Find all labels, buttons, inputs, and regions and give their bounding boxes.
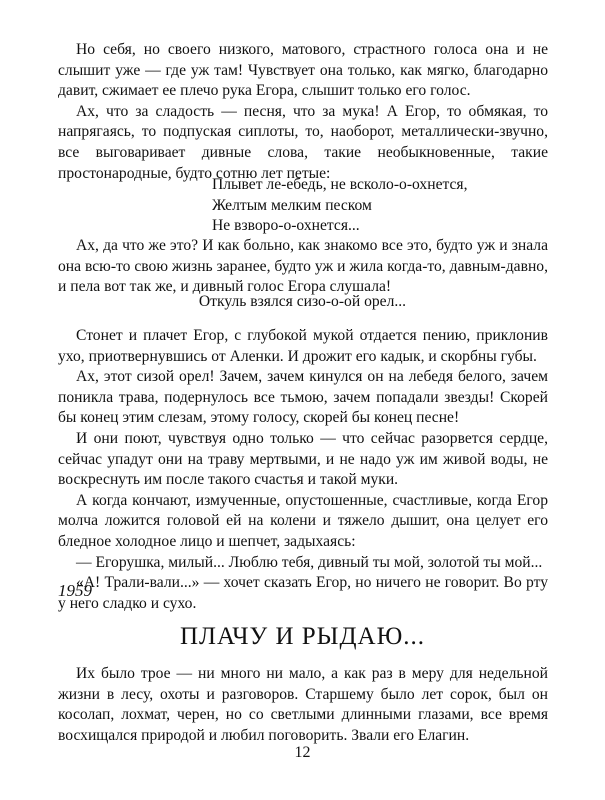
paragraph: Ах, этот сизой орел! Зачем, зачем кинулся он на лебедя белого, зачем поникла трава, подернулось все тьмою, зачем попадали звезды! Скорей бы конец этим слезам, этому голосу, скорей бы конец песне! — [58, 368, 548, 427]
text-block-main — [58, 326, 548, 614]
paragraph: «А! Трали-вали...» — хочет сказать Егор, но ничего не говорит. Во рту у него сладко и сухо. — [58, 574, 548, 612]
poem-line: Плывет ле-ебедь, не всколо-о-охнется, — [212, 176, 468, 193]
paragraph: Их было трое — ни много ни мало, а как раз в меру для недельной жизни в лесу, охоты и разговоров. Старшему было лет сорок, был он косолап, лохмат, черен, но со светлыми длинными глазами, все время восхищался природой и любил поговорить. Звали его Елагин. — [58, 665, 548, 744]
paragraph: И они поют, чувствуя одно только — что сейчас разорвется сердце, сейчас упадут они на траву мертвыми, и не надо уж им живой воды, не воскреснуть им после такого счастья и такой муки. — [58, 429, 548, 489]
paragraph: Но себя, но своего низкого, матового, страстного голоса она и не слышит уже — где уж там! Чувствует она только, как мягко, благодарно давит, сжимает ее плечо рука Егора, слышит только его голос. — [58, 41, 548, 100]
text-block-middle — [58, 236, 548, 298]
paragraph: — Егорушка, милый... Люблю тебя, дивный ты мой, золотой ты мой... — [76, 553, 543, 571]
paragraph: А когда кончают, измученные, опустошенные, счастливые, когда Егор молча ложится головой ей на колени и тяжело дышит, она целует его бледное холодное лицо и шепчет, задыхаясь: — [58, 491, 548, 550]
paragraph: Ах, да что же это? И как больно, как знакомо все это, будто уж и знала она всю-то свою жизнь заранее, будто уж и жила когда-то, давным-давно, и пела вот так же, и дивный голос Егора слушала! — [58, 237, 548, 296]
poem-stanza — [212, 175, 468, 237]
poem-line: Не взворо-о-охнется... — [212, 217, 360, 235]
chapter-title: ПЛАЧУ И РЫДАЮ... — [179, 623, 426, 650]
page-number: 12 — [294, 744, 311, 761]
paragraph: Стонет и плачет Егор, с глубокой мукой отдается пению, приклонив ухо, приотвернувшись от Аленки. И дрожит его кадык, и скорбны губы. — [58, 327, 548, 365]
text-block-opening — [58, 40, 548, 184]
verse-line: Откуль взялся сизо-о-ой орел... — [198, 293, 407, 310]
poem-line: Желтым мелким песком — [212, 196, 372, 214]
paragraph: Ах, что за сладость — песня, что за мука! А Егор, то обмякая, то напрягаясь, то подпуская сиплоты, то, наоборот, металлически-звучно, все выговаривает дивные слова, такие необыкновенные, такие простонародные, будто сотню лет петые: — [58, 102, 548, 182]
text-block-chapter-start — [58, 664, 548, 746]
year-date: 1959 — [58, 581, 92, 600]
